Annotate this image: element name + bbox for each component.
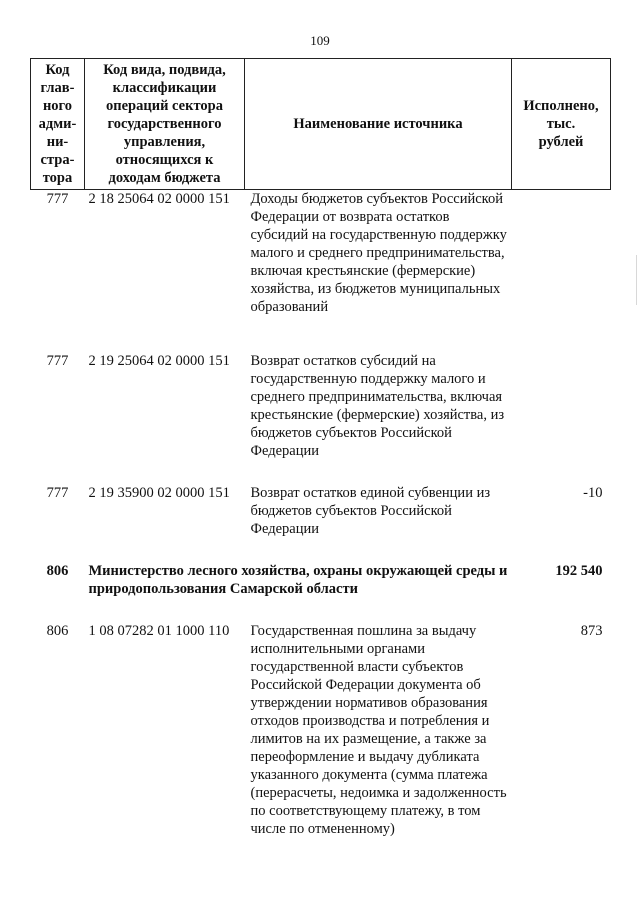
table-row <box>31 190 611 353</box>
admin-code-cell: 777 <box>46 191 69 207</box>
source-name-cell: Доходы бюджетов субъектов Российской Федерации от возврата остатков субсидий на государственную поддержку малого и среднего предпринимательства, включая крестьянские (фермерские) хозяйства, из бюджетов муниципальных образований <box>250 191 507 315</box>
table-body <box>31 190 611 839</box>
admin-code-cell: 806 <box>46 563 69 579</box>
table-header <box>31 59 611 190</box>
source-name-cell: Возврат остатков единой субвенции из бюджетов субъектов Российской Федерации <box>250 485 491 537</box>
amount-cell <box>512 190 611 353</box>
table-row <box>31 352 611 484</box>
ministry-name-cell: Министерство лесного хозяйства, охраны окружающей среды и природопользования Самарской области <box>88 563 508 597</box>
header-classification-code: Код вида, подвида, классификации операций сектора государственного управления, относящихся к доходам бюджета <box>85 59 245 190</box>
page-number: 109 <box>310 33 330 48</box>
amount-cell <box>512 352 611 484</box>
classification-code-cell: 2 19 35900 02 0000 151 <box>88 485 230 501</box>
admin-code-cell: 806 <box>46 623 69 639</box>
source-name-cell: Возврат остатков субсидий на государственную поддержку малого и среднего предпринимательства, включая крестьянские (фермерские) хозяйства, из бюджетов субъектов Российской Федерации <box>250 353 505 459</box>
header-source-name: Наименование источника <box>245 59 512 190</box>
amount-cell: 192 540 <box>555 563 603 579</box>
amount-cell: 873 <box>580 623 603 639</box>
header-executed: Исполнено, тыс. рублей <box>512 59 611 190</box>
classification-code-cell: 2 19 25064 02 0000 151 <box>88 353 230 369</box>
admin-code-cell: 777 <box>46 353 69 369</box>
admin-code-cell: 777 <box>46 485 69 501</box>
scan-artifact <box>636 255 637 305</box>
classification-code-cell: 1 08 07282 01 1000 110 <box>88 623 230 639</box>
amount-cell: -10 <box>583 485 603 501</box>
classification-code-cell: 2 18 25064 02 0000 151 <box>88 191 230 207</box>
table-row <box>31 484 611 562</box>
header-admin-code: Код глав- ного адми- ни- стра- тора <box>31 59 85 190</box>
source-name-cell: Государственная пошлина за выдачу исполнительными органами государственной власти субъектов Российской Федерации документа об утверждении нормативов образования отходов производства и потребления и лимитов на их размещение, а также за переоформление и выдачу дубликата указанного документа (сумма платежа (перерасчеты, недоимка и задолженность по соответствующему платежу, в том числе по отмененному) <box>250 623 507 837</box>
table-row-ministry <box>31 562 611 622</box>
revenue-sources-table <box>30 58 611 838</box>
table-row <box>31 622 611 838</box>
